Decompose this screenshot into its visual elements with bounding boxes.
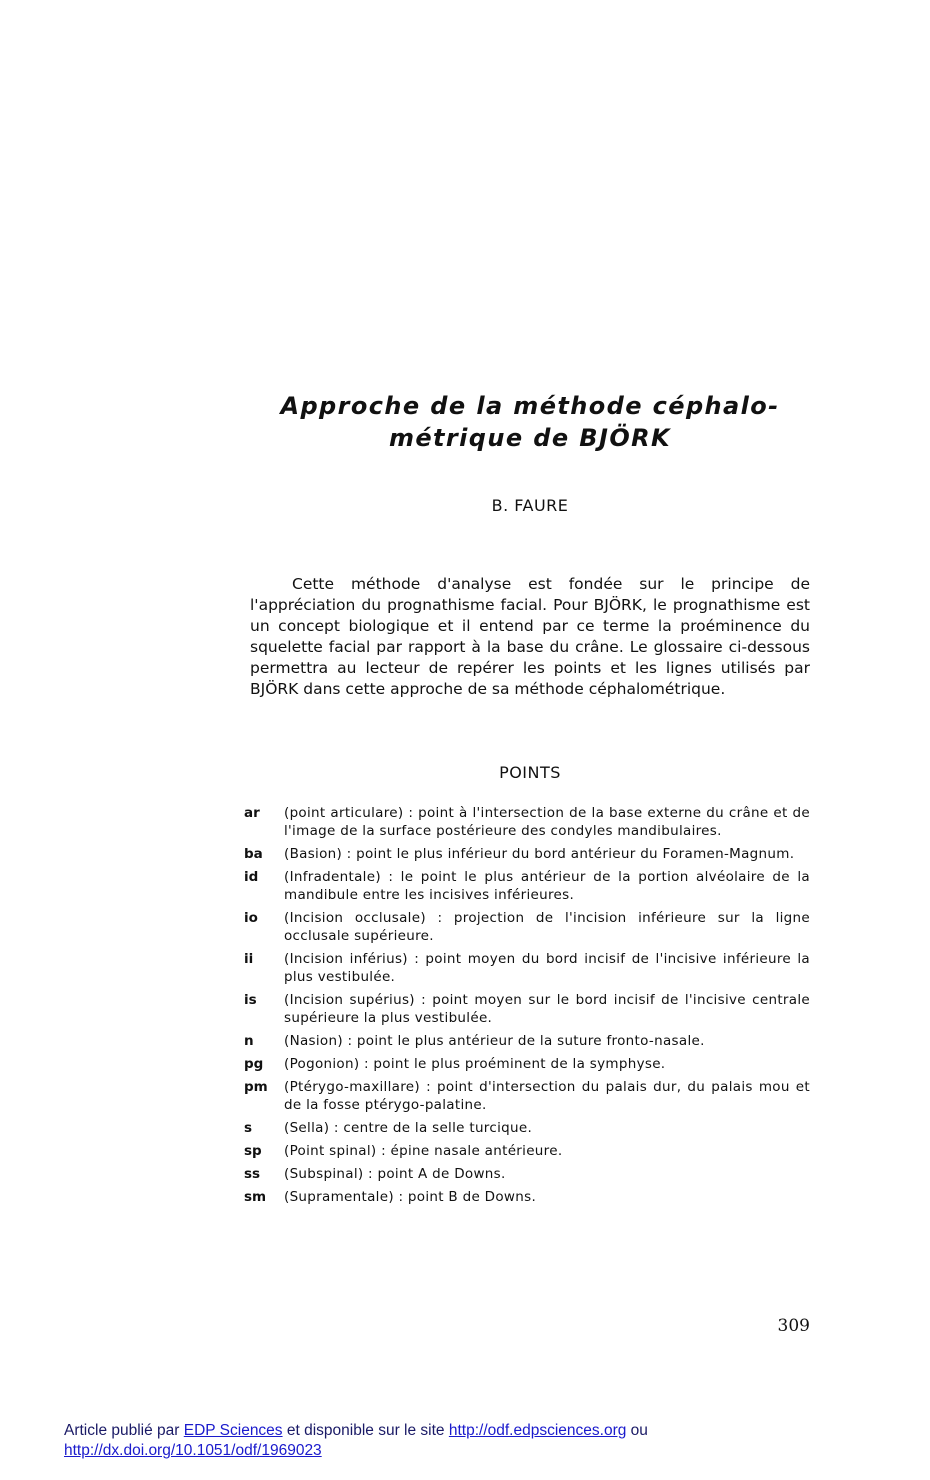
abstract-paragraph: Cette méthode d'analyse est fondée sur le principe de l'appréciation du prognathisme facial. Pour BJÖRK, le prognathisme est un concept biologique et il entend par ce terme la proéminence du squelette facial par rapport à la base du crâne. Le glossaire ci-dessous permettra au lecteur de repérer les points et les lignes utilisés par BJÖRK dans cette approche de sa méthode céphalométrique. [250, 575, 810, 698]
glossary-definition: (Nasion) : point le plus antérieur de la suture fronto-nasale. [284, 1033, 705, 1049]
glossary-abbr: is [244, 992, 257, 1008]
glossary-definition: (Sella) : centre de la selle turcique. [284, 1120, 533, 1136]
glossary-definition: (Incision inférius) : point moyen du bord incisif de l'incisive inférieure la plus vestibulée. [284, 951, 810, 985]
footer-middle: et disponible sur le site [282, 1422, 449, 1439]
glossary-definition: (Ptérygo-maxillare) : point d'intersection du palais dur, du palais mou et de la fosse ptérygo-palatine. [284, 1079, 810, 1113]
glossary-item [244, 1078, 810, 1114]
glossary-item [244, 1165, 810, 1183]
title-line-1: Approche de la méthode céphalo- [280, 392, 780, 420]
glossary-abbr: n [244, 1033, 254, 1049]
doi-link[interactable]: http://dx.doi.org/10.1051/odf/1969023 [64, 1442, 322, 1459]
glossary-item [244, 950, 810, 986]
glossary-abbr: ii [244, 951, 254, 967]
glossary-abbr: io [244, 910, 258, 926]
glossary-abbr: ba [244, 846, 263, 862]
glossary-item [244, 1188, 810, 1206]
footer-prefix: Article publié par [64, 1422, 184, 1439]
glossary-abbr: pg [244, 1056, 264, 1072]
footer-suffix: ou [626, 1422, 648, 1439]
glossary-abbr: ar [244, 805, 260, 821]
glossary-abbr: sp [244, 1143, 262, 1159]
publisher-footer [64, 1421, 884, 1461]
points-heading: POINTS [499, 763, 561, 782]
site-link[interactable]: http://odf.edpsciences.org [448, 1422, 627, 1439]
article-title [230, 390, 830, 454]
glossary-abbr: id [244, 869, 259, 885]
author-name: B. FAURE [491, 496, 569, 515]
page-number: 309 [777, 1316, 810, 1336]
points-glossary [244, 804, 810, 1211]
glossary-item [244, 909, 810, 945]
glossary-definition: (Subspinal) : point A de Downs. [284, 1166, 506, 1182]
glossary-item [244, 845, 810, 863]
glossary-item [244, 804, 810, 840]
glossary-abbr: pm [244, 1079, 268, 1095]
glossary-item [244, 1032, 810, 1050]
glossary-definition: (Point spinal) : épine nasale antérieure. [284, 1143, 563, 1159]
glossary-item [244, 868, 810, 904]
glossary-definition: (Basion) : point le plus inférieur du bord antérieur du Foramen-Magnum. [284, 846, 795, 862]
glossary-abbr: sm [244, 1189, 267, 1205]
title-line-2: métrique de BJÖRK [388, 424, 672, 452]
glossary-item [244, 1142, 810, 1160]
glossary-item [244, 1119, 810, 1137]
glossary-item [244, 1055, 810, 1073]
glossary-definition: (Pogonion) : point le plus proéminent de la symphyse. [284, 1056, 666, 1072]
edp-sciences-link[interactable]: EDP Sciences [183, 1422, 283, 1439]
glossary-abbr: ss [244, 1166, 261, 1182]
glossary-definition: (Infradentale) : le point le plus antérieur de la portion alvéolaire de la mandibule entre les incisives inférieures. [284, 869, 810, 903]
glossary-item [244, 991, 810, 1027]
glossary-definition: (Incision occlusale) : projection de l'incision inférieure sur la ligne occlusale supérieure. [284, 910, 810, 944]
glossary-abbr: s [244, 1120, 253, 1136]
glossary-definition: (Incision supérius) : point moyen sur le bord incisif de l'incisive centrale supérieure la plus vestibulée. [284, 992, 810, 1026]
glossary-definition: (point articulare) : point à l'intersection de la base externe du crâne et de l'image de la surface postérieure des condyles mandibulaires. [284, 805, 810, 839]
glossary-definition: (Supramentale) : point B de Downs. [284, 1189, 537, 1205]
